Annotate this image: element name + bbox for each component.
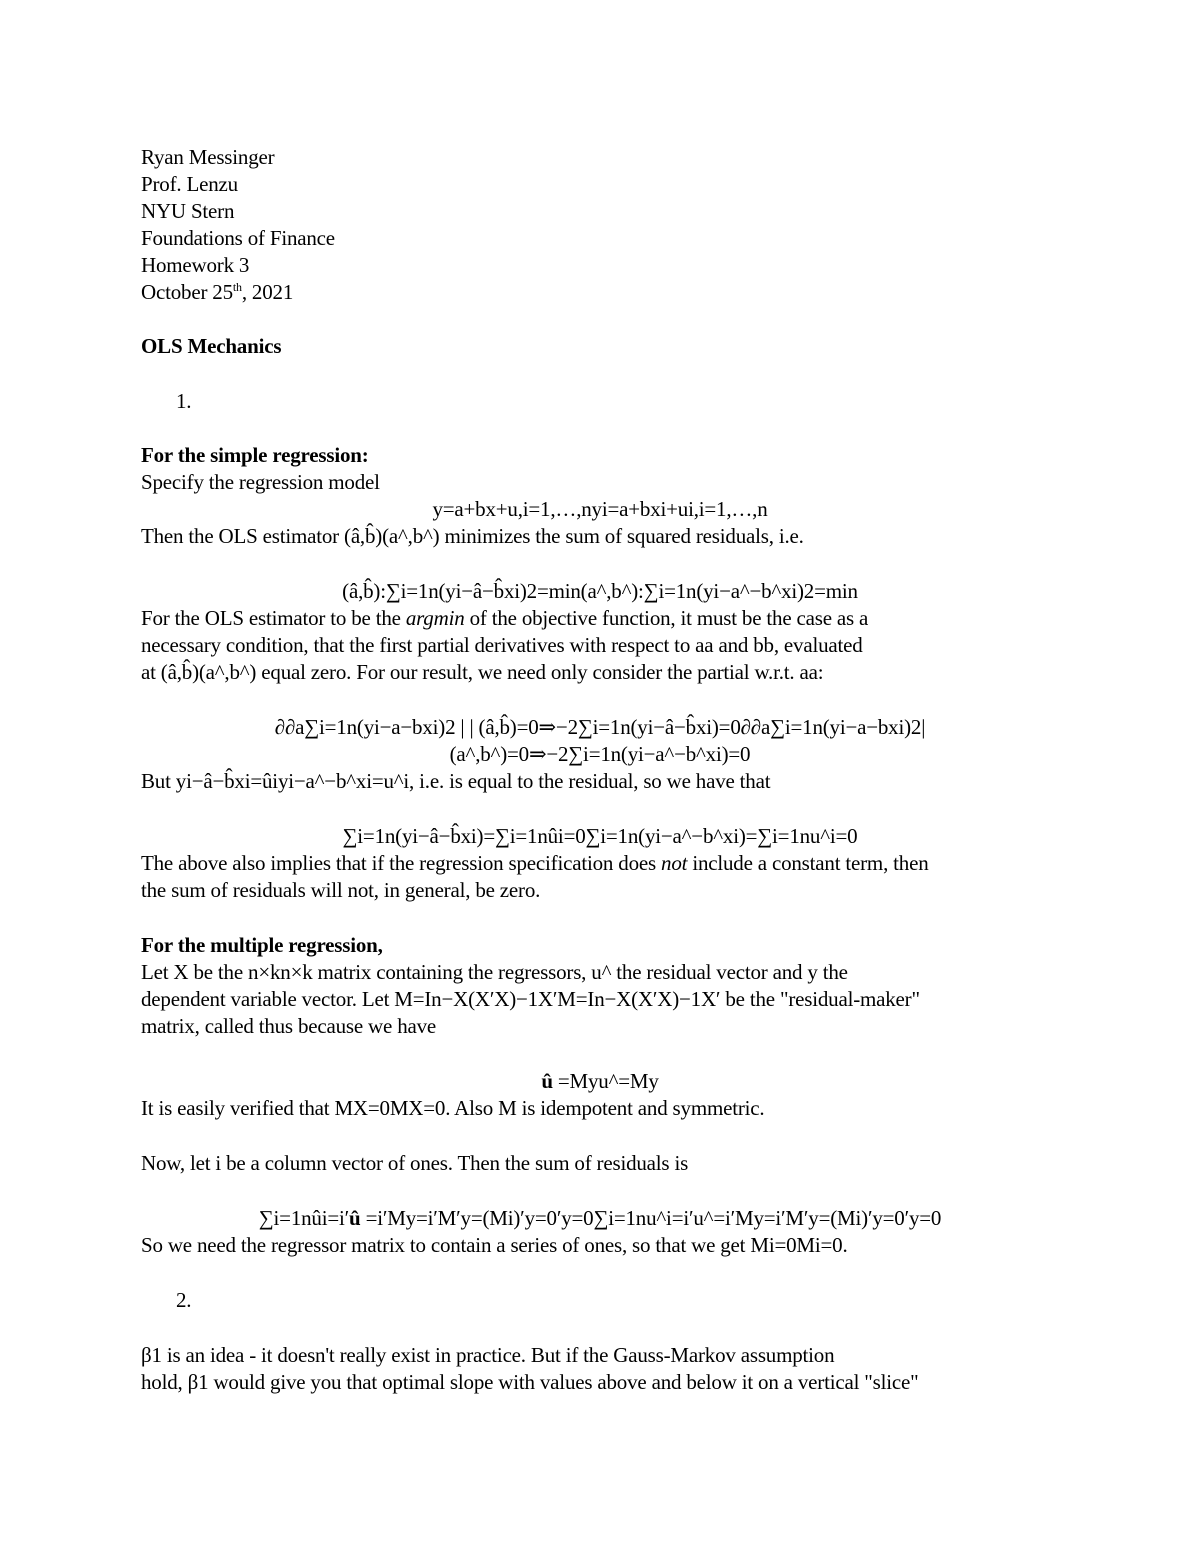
- constant-term-text-cont: the sum of residuals will not, in general, be zero.: [141, 878, 541, 902]
- professor-name: Prof. Lenzu: [141, 172, 238, 196]
- argmin-text-part1: For the OLS estimator to be the: [141, 606, 406, 630]
- sum-residuals-eq-part1: ∑i=1nûi=i′: [258, 1206, 350, 1230]
- constant-term-part3: include a constant term, then: [687, 851, 929, 875]
- course-name: Foundations of Finance: [141, 226, 335, 250]
- matrix-called-text: matrix, called thus because we have: [141, 1014, 437, 1038]
- question-number-2: 2.: [176, 1288, 192, 1312]
- residual-maker-equation: [0, 1068, 1200, 1095]
- constant-term-italic: not: [661, 851, 688, 875]
- argmin-text-part3: of the objective function, it must be the case as a: [464, 606, 869, 630]
- date-suffix: , 2021: [241, 280, 294, 304]
- specify-model-text: Specify the regression model: [141, 470, 380, 494]
- question-number-1: 1.: [176, 389, 192, 413]
- date-line: [141, 279, 293, 306]
- multiple-regression-heading: For the multiple regression,: [141, 933, 383, 957]
- beta-slope-text: hold, β1 would give you that optimal slope with values above and below it on a vertical "slice": [141, 1370, 919, 1394]
- sum-residuals-eq-part2: =i′My=i′M′y=(Mi)′y=0′y=0∑i=1nu^i=i′u^=i′My=i′M′y=(Mi)′y=0′y=0: [360, 1206, 942, 1230]
- minimization-equation: (â,b̂):∑i=1n(yi−â−b̂xi)2=min(a^,b^):∑i=1n(yi−a^−b^xi)2=min: [342, 579, 858, 603]
- partial-derivative-equation-cont: (a^,b^)=0⇒−2∑i=1n(yi−a^−b^xi)=0: [449, 742, 751, 766]
- partial-derivative-equation: ∂∂a∑i=1n(yi−a−bxi)2 | | (â,b̂)=0⇒−2∑i=1n(yi−â−b̂xi)=0∂∂a∑i=1n(yi−a−bxi)2|: [274, 715, 926, 739]
- argmin-italic: argmin: [405, 606, 465, 630]
- evaluated-at-text: at (â,b̂)(a^,b^) equal zero. For our result, we need only consider the partial w.r.t. aa:: [141, 660, 824, 684]
- date-prefix: October 25: [141, 280, 233, 304]
- constant-term-text: [141, 850, 929, 877]
- necessary-condition-text: necessary condition, that the first partial derivatives with respect to aa and bb, evaluated: [141, 633, 863, 657]
- model-equation: y=a+bx+u,i=1,…,nyi=a+bxi+ui,i=1,…,n: [432, 497, 768, 521]
- residual-definition-text: But yi−â−b̂xi=ûiyi−a^−b^xi=u^i, i.e. is equal to the residual, so we have that: [141, 769, 771, 793]
- sum-residuals-matrix-equation: [0, 1205, 1200, 1232]
- series-of-ones-text: So we need the regressor matrix to contain a series of ones, so that we get Mi=0Mi=0.: [141, 1233, 848, 1257]
- simple-regression-heading: For the simple regression:: [141, 443, 369, 467]
- constant-term-part1: The above also implies that if the regression specification does: [141, 851, 662, 875]
- u-hat-bold: û: [541, 1069, 553, 1093]
- idempotent-text: It is easily verified that MX=0MX=0. Also M is idempotent and symmetric.: [141, 1096, 765, 1120]
- school-name: NYU Stern: [141, 199, 235, 223]
- u-hat-bold-2: û: [349, 1206, 361, 1230]
- column-vector-text: Now, let i be a column vector of ones. Then the sum of residuals is: [141, 1151, 689, 1175]
- argmin-text: [141, 605, 868, 632]
- beta-idea-text: β1 is an idea - it doesn't really exist in practice. But if the Gauss-Markov assumption: [141, 1343, 835, 1367]
- assignment-name: Homework 3: [141, 253, 250, 277]
- sum-of-residuals-equation: ∑i=1n(yi−â−b̂xi)=∑i=1nûi=0∑i=1n(yi−a^−b^xi)=∑i=1nu^i=0: [342, 824, 858, 848]
- section-title: OLS Mechanics: [141, 334, 282, 358]
- author-name: Ryan Messinger: [141, 145, 275, 169]
- ols-estimator-text: Then the OLS estimator (â,b̂)(a^,b^) minimizes the sum of squared residuals, i.e.: [141, 524, 804, 548]
- date-superscript: th: [232, 280, 242, 294]
- residual-maker-text: dependent variable vector. Let M=In−X(X′X)−1X′M=In−X(X′X)−1X′ be the "residual-maker": [141, 987, 920, 1011]
- regressor-matrix-text: Let X be the n×kn×k matrix containing the regressors, u^ the residual vector and y the: [141, 960, 848, 984]
- residual-maker-equation-rest: =Myu^=My: [552, 1069, 659, 1093]
